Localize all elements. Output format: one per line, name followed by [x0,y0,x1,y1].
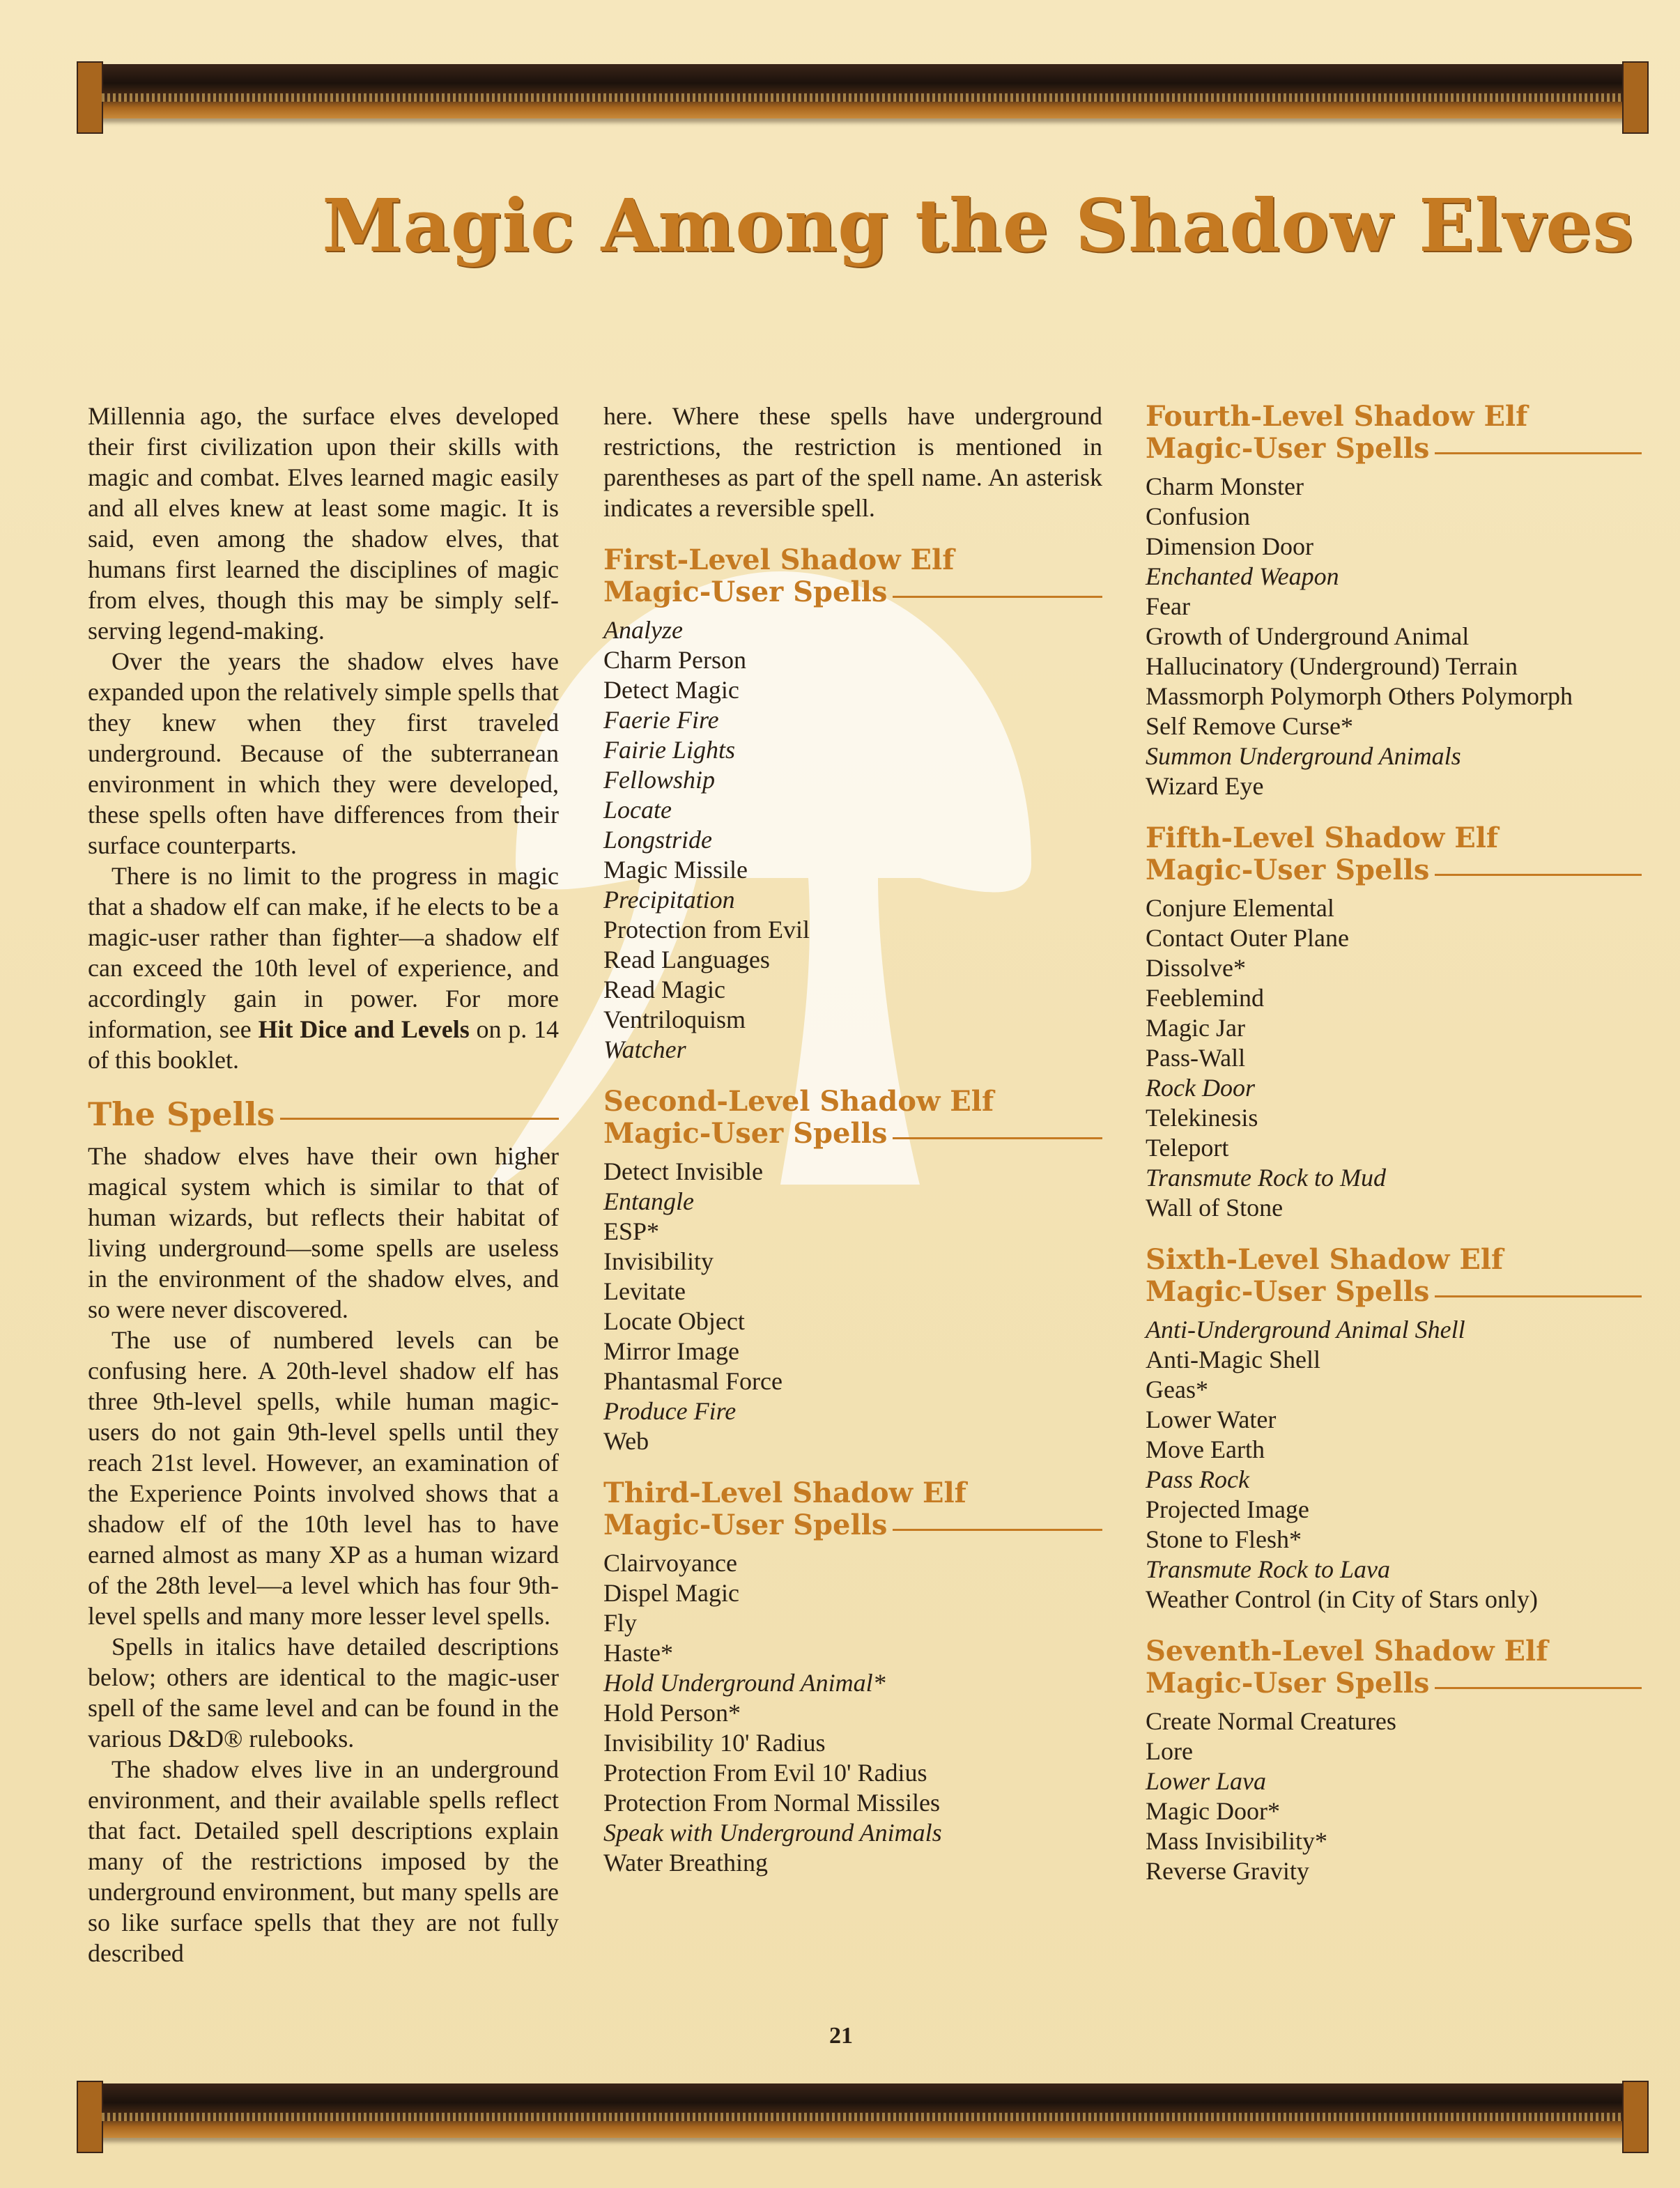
spell-list [603,1548,1102,1878]
spell-list-subheading [603,576,1102,608]
spell-item: Massmorph Polymorph Others Polymorph [1146,682,1573,710]
spell-item: Protection From Evil 10' Radius [603,1759,927,1787]
spell-item: Dimension Door [1146,532,1313,560]
spell-list-subheading [1146,854,1642,886]
spell-list-heading [1146,1635,1642,1667]
spell-item: Web [603,1427,649,1455]
spell-item: Charm Person [603,646,746,674]
spell-item: Detect Magic [603,676,739,704]
spells-paragraph: Spells in italics have detailed descriptions below; others are identical to the magic-user spell of the same level and can be found in the various D&D® rulebooks. [88,1633,559,1752]
spell-item: Self Remove Curse* [1146,712,1353,740]
spell-item: Detect Invisible [603,1157,763,1185]
spell-item: Produce Fire [603,1397,737,1425]
spell-item: Magic Missile [603,856,748,884]
spell-item: Read Languages [603,946,770,973]
spell-item: Transmute Rock to Lava [1146,1555,1390,1583]
spell-item: Clairvoyance [603,1549,737,1577]
spell-item: Weather Control (in City of Stars only) [1146,1585,1539,1613]
intro-paragraph: Millennia ago, the surface elves developed their first civilization upon their skills with magic and combat. Elves learned magic easily and all elves knew at least some magic. It is said, even among the shadow elves, that humans first learned the disciplines of magic from elves, though this may be simply self-serving legend-making. [88,402,559,645]
spell-item: Protection from Evil [603,916,810,943]
spells-paragraph: The shadow elves have their own higher magical system which is similar to that of human wizards, but reflects their habitat of living underground—some spells are useless in the environment of the shadow elves, and so were never discovered. [88,1142,559,1323]
spell-item: Haste* [603,1639,673,1667]
spell-item: Create Normal Creatures [1146,1707,1396,1735]
spell-item: Read Magic [603,976,725,1003]
spell-list [1146,893,1642,1223]
spell-item: Lore [1146,1737,1193,1765]
spell-list-subheading [1146,1667,1642,1700]
spell-item: Mass Invisibility* [1146,1827,1328,1855]
spell-list-heading-line2: Magic-User Spells [1146,1667,1430,1700]
spell-item: Locate Object [603,1307,745,1335]
spell-item: Rock Door [1146,1074,1255,1102]
spell-item: Wall of Stone [1146,1194,1284,1222]
spell-item: Watcher [603,1035,686,1063]
spell-item: Hold Underground Animal* [603,1669,886,1697]
spell-item: Dissolve* [1146,954,1246,982]
spell-list-heading-line1: Seventh-Level Shadow Elf [1146,1635,1548,1667]
spell-item: Magic Door* [1146,1797,1280,1825]
spell-list-heading [603,544,1102,576]
spell-item: Growth of Underground Animal [1146,622,1470,650]
spell-list-heading-line2: Magic-User Spells [603,576,888,608]
spell-item: Conjure Elemental [1146,894,1334,922]
spell-item: Summon Underground Animals [1146,742,1461,770]
spell-list-section [603,1086,1102,1456]
spell-item: Water Breathing [603,1849,769,1877]
spell-list-heading-line2: Magic-User Spells [603,1117,888,1150]
spell-list-heading-line1: Sixth-Level Shadow Elf [1146,1243,1504,1276]
spell-item: Lower Lava [1146,1767,1267,1795]
spell-item: Locate [603,796,672,824]
spell-item: Protection From Normal Missiles [603,1789,940,1817]
bottom-border-bar [81,2083,1644,2138]
spell-list-heading [603,1477,1102,1509]
progress-paragraph [88,861,559,1075]
spell-item: Speak with Underground Animals [603,1819,942,1847]
spell-list-section [1146,1244,1642,1615]
spell-item: Invisibility 10' Radius [603,1729,826,1757]
spell-list-heading [1146,401,1642,433]
spell-item: Dispel Magic [603,1579,739,1607]
spell-item: Reverse Gravity [1146,1857,1309,1885]
spell-item: Hallucinatory (Underground) Terrain [1146,652,1518,680]
spells-heading-text: The Spells [88,1095,275,1133]
spell-item: Confusion [1146,502,1251,530]
spell-list-heading [603,1086,1102,1118]
spell-item: Precipitation [603,886,735,914]
spell-list [1146,1707,1642,1886]
spell-list-heading [1146,822,1642,854]
page-title: Magic Among the Shadow Elves [322,183,1634,268]
spell-list-heading-line1: Second-Level Shadow Elf [603,1085,994,1118]
spell-item: Contact Outer Plane [1146,924,1349,952]
spell-list-heading-line2: Magic-User Spells [1146,854,1430,886]
spell-list-heading-line1: First-Level Shadow Elf [603,544,955,576]
spell-item: Fear [1146,592,1190,620]
spell-item: Hold Person* [603,1699,741,1727]
spell-item: Wizard Eye [1146,772,1264,800]
spell-item: Faerie Fire [603,706,719,734]
spell-list [1146,1315,1642,1615]
spell-list-heading-line1: Fourth-Level Shadow Elf [1146,400,1528,433]
spell-item: Ventriloquism [603,1006,746,1033]
spell-item: Fly [603,1609,638,1637]
spell-list-heading-line2: Magic-User Spells [603,1509,888,1541]
spell-list-section [603,1477,1102,1878]
spell-list-subheading [603,1118,1102,1150]
spell-list-heading-line2: Magic-User Spells [1146,432,1430,465]
spell-list-heading [1146,1244,1642,1276]
spell-list [603,615,1102,1065]
spell-item: Longstride [603,826,713,854]
top-border-bar [81,64,1644,118]
progress-text: on p. 14 of this booklet. [88,1015,559,1074]
spell-list-subheading [1146,1276,1642,1308]
spell-list [1146,472,1642,801]
spell-item: Projected Image [1146,1495,1309,1523]
spell-list-section [603,544,1102,1065]
spell-item: Lower Water [1146,1405,1277,1433]
spell-list-subheading [1146,433,1642,465]
spells-paragraph: The shadow elves live in an underground environment, and their available spells reflect that fact. Detailed spell descriptions explain many of the restrictions imposed by the underground environment, but many spells are so like surface spells that they are not fully described [88,1755,559,1967]
spell-item: Mirror Image [603,1337,739,1365]
spells-paragraph-continued: here. Where these spells have underground restrictions, the restriction is mentioned in parentheses as part of the spell name. An asterisk indicates a reversible spell. [603,402,1102,522]
spell-item: Move Earth [1146,1435,1265,1463]
spell-item: Magic Jar [1146,1014,1245,1042]
spell-list-heading-line1: Fifth-Level Shadow Elf [1146,822,1499,854]
right-column [1146,380,1642,1886]
page-number: 21 [829,2023,853,2049]
spell-list-heading-line2: Magic-User Spells [1146,1275,1430,1308]
spell-list [603,1157,1102,1456]
spell-item: Anti-Underground Animal Shell [1146,1316,1465,1343]
intro-paragraph: Over the years the shadow elves have expanded upon the relatively simple spells that they knew when they first traveled underground. Because of the subterranean environment in which they were developed, these spells often have differences from their surface counterparts. [88,647,559,859]
progress-text: There is no limit to the progress in magic that a shadow elf can make, if he elects to be a magic-user rather than fighter—a shadow elf can exceed the 10th level of experience, and accordingly gain in power. For more information, see [88,862,559,1043]
left-column [88,401,559,1969]
spell-item: Pass Rock [1146,1465,1249,1493]
hit-dice-reference: Hit Dice and Levels [258,1015,470,1043]
spell-item: Teleport [1146,1134,1229,1162]
spell-list-section [1146,401,1642,801]
spell-item: Feeblemind [1146,984,1264,1012]
spell-item: Entangle [603,1187,694,1215]
spell-item: Fairie Lights [603,736,736,764]
spells-heading [88,1096,559,1132]
spell-item: ESP* [603,1217,660,1245]
spell-item: Fellowship [603,766,715,794]
spell-item: Pass-Wall [1146,1044,1246,1072]
spell-list-subheading [603,1509,1102,1541]
spells-paragraph: The use of numbered levels can be confusing here. A 20th-level shadow elf has three 9th-level spells, while human magic-users do not gain 9th-level spells until they reach 21st level. However, an examination of the Experience Points involved shows that a shadow elf of the 10th level has to have earned almost as many XP as a human wizard of the 28th level—a level which has four 9th-level spells and many more lesser level spells. [88,1326,559,1630]
spell-list-section [1146,822,1642,1223]
spell-list-heading-line1: Third-Level Shadow Elf [603,1477,966,1509]
spell-list-section [1146,1635,1642,1886]
spell-item: Charm Monster [1146,472,1304,500]
spell-item: Analyze [603,616,683,644]
middle-column [603,401,1102,1878]
spell-item: Geas* [1146,1376,1208,1403]
spell-item: Phantasmal Force [603,1367,783,1395]
spell-item: Enchanted Weapon [1146,562,1339,590]
spell-item: Anti-Magic Shell [1146,1346,1320,1373]
spell-item: Invisibility [603,1247,714,1275]
spell-item: Telekinesis [1146,1104,1258,1132]
spell-item: Levitate [603,1277,686,1305]
spell-item: Transmute Rock to Mud [1146,1164,1386,1192]
spell-item: Stone to Flesh* [1146,1525,1302,1553]
